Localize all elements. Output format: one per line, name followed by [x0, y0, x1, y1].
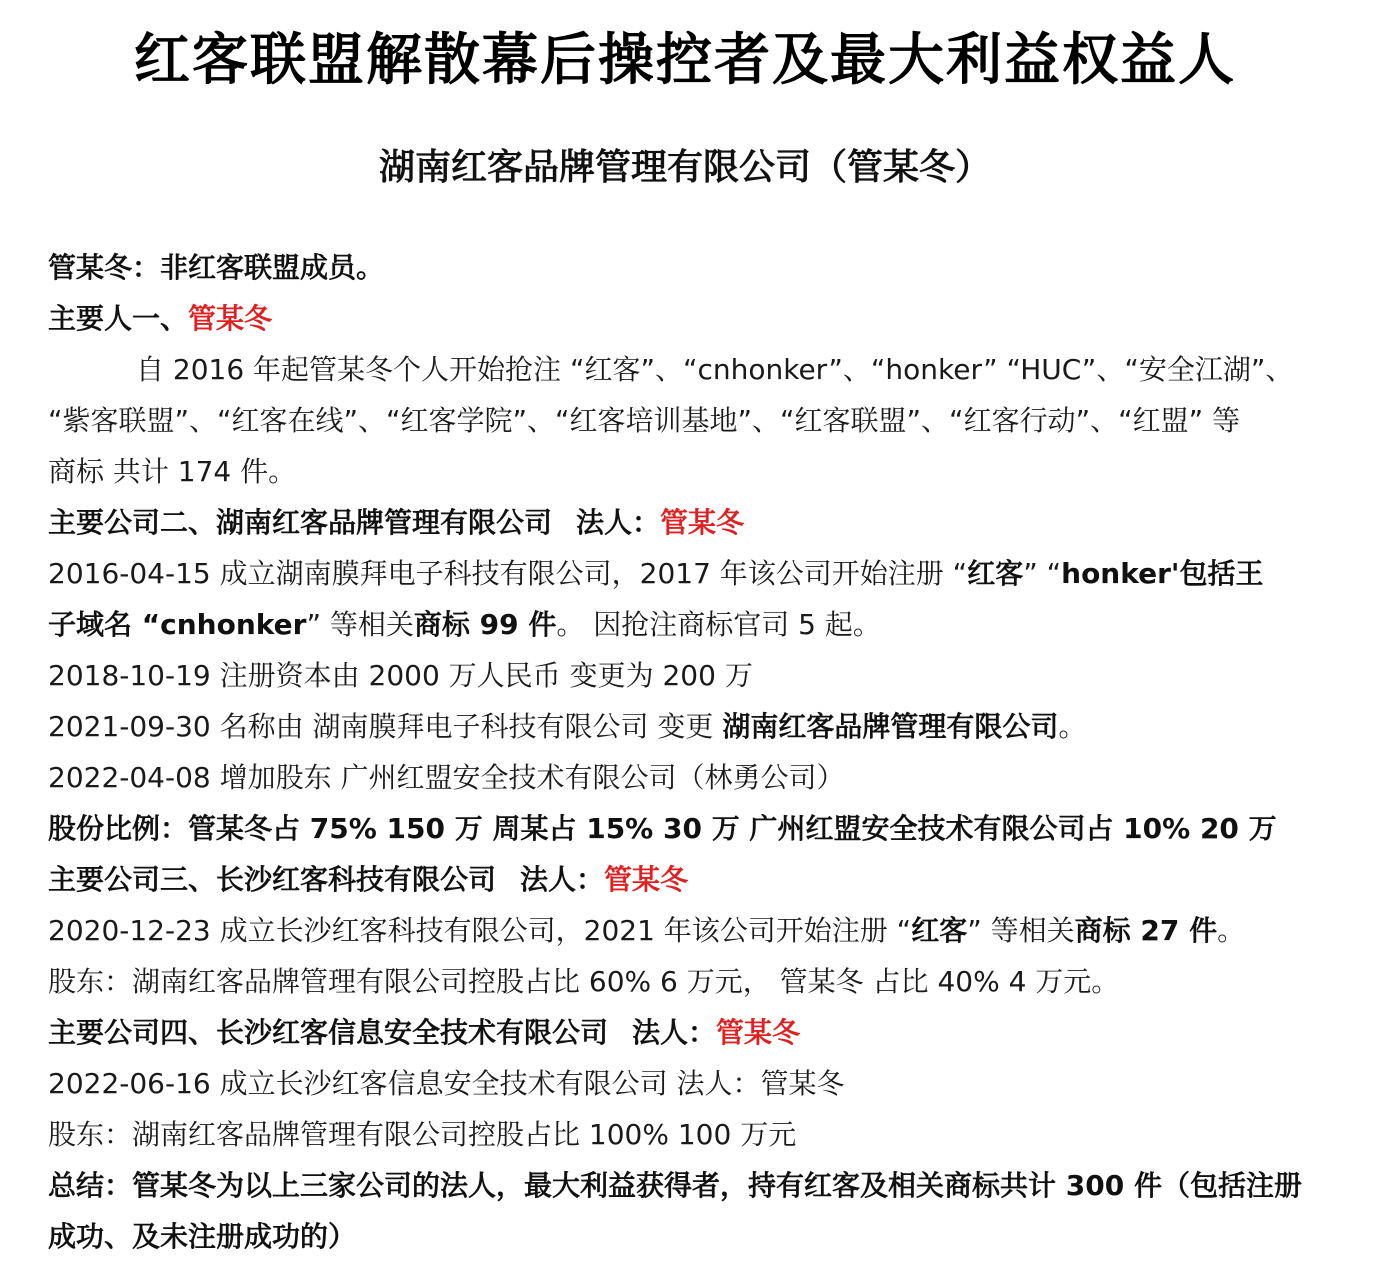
section-2-line-1 [48, 548, 1322, 599]
section-4-person: 管某冬 [716, 1016, 801, 1049]
section-2-legal-label: 法人： [576, 506, 661, 539]
section-1-heading [48, 293, 1322, 344]
section-2-heading [48, 497, 1322, 548]
section-4-label: 主要公司四、长沙红客信息安全技术有限公司 [48, 1016, 609, 1049]
bold-span: 红客 [911, 914, 968, 947]
section-4-line-1: 2022-06-16 成立长沙红客信息安全技术有限公司 法人：管某冬 [48, 1067, 845, 1100]
text-span: 。 [1058, 710, 1087, 743]
section-1-line-1: 自 2016 年起管某冬个人开始抢注 “红客”、“cnhonker”、“honker” “HUC”、“安全江湖”、 [136, 353, 1294, 386]
text-span: 2021-09-30 名称由 湖南膜拜电子科技有限公司 变更 [48, 710, 723, 743]
section-4-legal-label: 法人： [632, 1016, 717, 1049]
section-4-line-2: 股东：湖南红客品牌管理有限公司控股占比 100% 100 万元 [48, 1118, 797, 1151]
section-2-label: 主要公司二、湖南红客品牌管理有限公司 [48, 506, 553, 539]
bold-span: 红客 [967, 557, 1024, 590]
intro-line: 管某冬：非红客联盟成员。 [48, 251, 385, 284]
section-3-person: 管某冬 [604, 863, 689, 896]
section-2-line-5: 2022-04-08 增加股东 广州红盟安全技术有限公司（林勇公司） [48, 761, 845, 794]
section-3-line-1 [48, 905, 1322, 956]
section-1-line-2: “紫客联盟”、“红客在线”、“红客学院”、“红客培训基地”、“红客联盟”、“红客行动”、“红盟” 等 [48, 404, 1240, 437]
bold-span: honker [1061, 557, 1171, 590]
bold-span: 商标 27 件 [1074, 914, 1218, 947]
text-span: ” 等相关 [967, 914, 1075, 947]
section-3-label: 主要公司三、长沙红客科技有限公司 [48, 863, 497, 896]
section-3-legal-label: 法人： [520, 863, 605, 896]
sub-title: 湖南红客品牌管理有限公司（管某冬） [378, 147, 991, 188]
section-2-line-2 [48, 599, 1322, 650]
text-span: 2016-04-15 成立湖南膜拜电子科技有限公司，2017 年该公司开始注册 “ [48, 557, 968, 590]
bold-span: 湖南红客品牌管理有限公司 [722, 710, 1059, 743]
section-3-line-2: 股东：湖南红客品牌管理有限公司控股占比 60% 6 万元， 管某冬 占比 40% 4 万元。 [48, 965, 1120, 998]
text-span: 。 [1217, 914, 1246, 947]
text-span: ” 等相关 [306, 608, 414, 641]
bold-span: 子域名 “cnhonker [48, 608, 307, 641]
section-2-shares: 股份比例：管某冬占 75% 150 万 周某占 15% 30 万 广州红盟安全技术有限公司占 10% 20 万 [48, 812, 1277, 845]
bold-span: 商标 99 件 [413, 608, 557, 641]
document-body [48, 242, 1322, 1262]
section-1-label: 主要人一、 [48, 302, 189, 335]
section-2-line-3: 2018-10-19 注册资本由 2000 万人民币 变更为 200 万 [48, 659, 753, 692]
section-2-person: 管某冬 [660, 506, 745, 539]
text-span: 。 因抢注商标官司 5 起。 [556, 608, 881, 641]
text-span: ” “ [1023, 557, 1062, 590]
main-title: 红客联盟解散幕后操控者及最大利益权益人 [134, 28, 1236, 93]
section-1-line-3: 商标 共计 174 件。 [48, 455, 297, 488]
text-span: 2020-12-23 成立长沙红客科技有限公司，2021 年该公司开始注册 “ [48, 914, 912, 947]
section-4-heading [48, 1007, 1322, 1058]
section-1-person: 管某冬 [188, 302, 273, 335]
section-2-line-4 [48, 701, 1322, 752]
summary: 总结：管某冬为以上三家公司的法人，最大利益获得者，持有红客及相关商标共计 300 件（包括注册成功、及未注册成功的） [48, 1169, 1302, 1253]
section-3-heading [48, 854, 1322, 905]
bold-span: '包括王 [1170, 557, 1264, 590]
